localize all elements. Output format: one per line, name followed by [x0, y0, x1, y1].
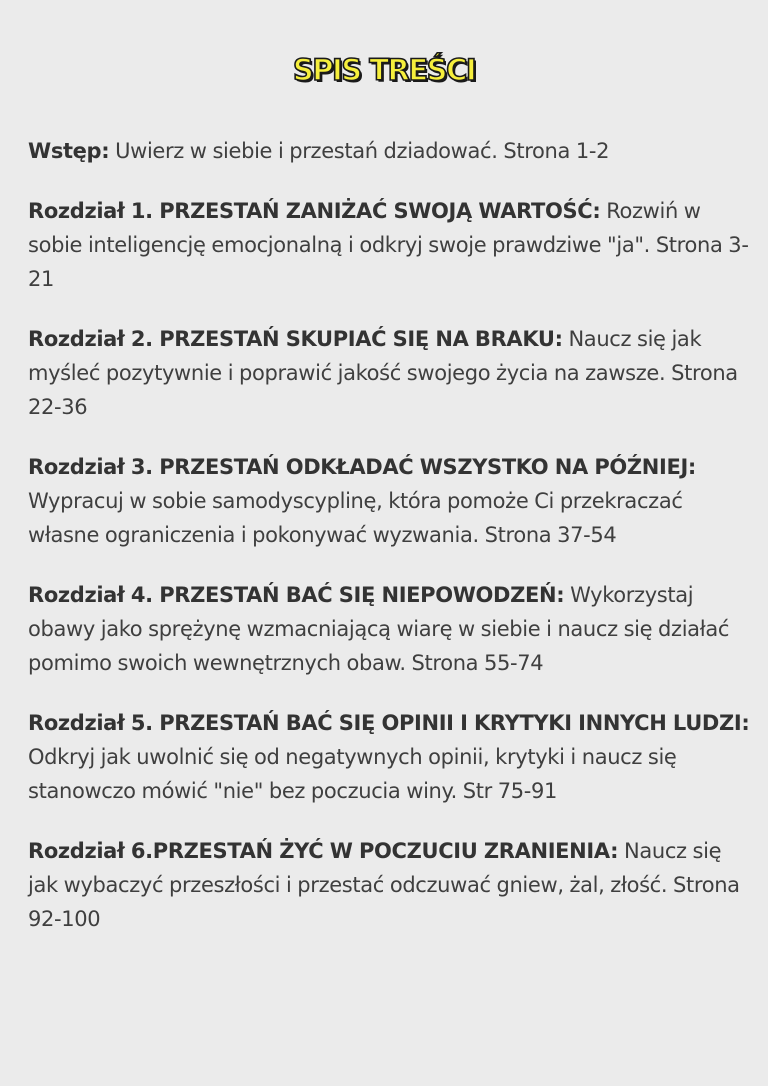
toc-entry-description: Naucz się jak myśleć pozytywnie i poprawić jakość swojego życia na zawsze. Strona 22-36: [28, 327, 738, 419]
toc-entry-chapter-3: [28, 450, 753, 552]
toc-entry-heading: Rozdział 4. PRZESTAŃ BAĆ SIĘ NIEPOWODZEŃ:: [28, 583, 565, 607]
toc-entry-chapter-6: [28, 834, 753, 936]
toc-entry-heading: Rozdział 5. PRZESTAŃ BAĆ SIĘ OPINII I KRYTYKI INNYCH LUDZI:: [28, 711, 750, 735]
toc-entry-description: Naucz się jak wybaczyć przeszłości i przestać odczuwać gniew, żal, złość. Strona 92-100: [28, 839, 740, 931]
toc-entry-heading: Rozdział 2. PRZESTAŃ SKUPIAĆ SIĘ NA BRAKU:: [28, 327, 563, 351]
toc-entry-chapter-2: [28, 322, 753, 424]
toc-entry-description: Wypracuj w sobie samodyscyplinę, która pomoże Ci przekraczać własne ograniczenia i pokonywać wyzwania. Strona 37-54: [28, 489, 683, 547]
toc-entry-intro: [28, 134, 753, 168]
toc-entry-chapter-5: [28, 706, 753, 808]
toc-entry-description: Wykorzystaj obawy jako sprężynę wzmacniającą wiarę w siebie i naucz się działać pomimo swoich wewnętrznych obaw. Strona 55-74: [28, 583, 730, 675]
table-of-contents: [28, 134, 753, 962]
toc-entry-description: Rozwiń w sobie inteligencję emocjonalną i odkryj swoje prawdziwe "ja". Strona 3-21: [28, 199, 749, 291]
toc-entry-chapter-1: [28, 194, 753, 296]
toc-entry-heading: Wstęp:: [28, 139, 110, 163]
page-title: SPIS TREŚCI: [292, 53, 476, 87]
toc-entry-chapter-4: [28, 578, 753, 680]
toc-entry-heading: Rozdział 6.PRZESTAŃ ŻYĆ W POCZUCIU ZRANIENIA:: [28, 839, 619, 863]
toc-entry-description: Odkryj jak uwolnić się od negatywnych opinii, krytyki i naucz się stanowczo mówić "nie" bez poczucia winy. Str 75-91: [28, 745, 677, 803]
toc-entry-heading: Rozdział 1. PRZESTAŃ ZANIŻAĆ SWOJĄ WARTOŚĆ:: [28, 199, 601, 223]
toc-entry-description: Uwierz w siebie i przestań dziadować. Strona 1-2: [109, 139, 610, 163]
toc-entry-heading: Rozdział 3. PRZESTAŃ ODKŁADAĆ WSZYSTKO NA PÓŹNIEJ:: [28, 455, 696, 479]
